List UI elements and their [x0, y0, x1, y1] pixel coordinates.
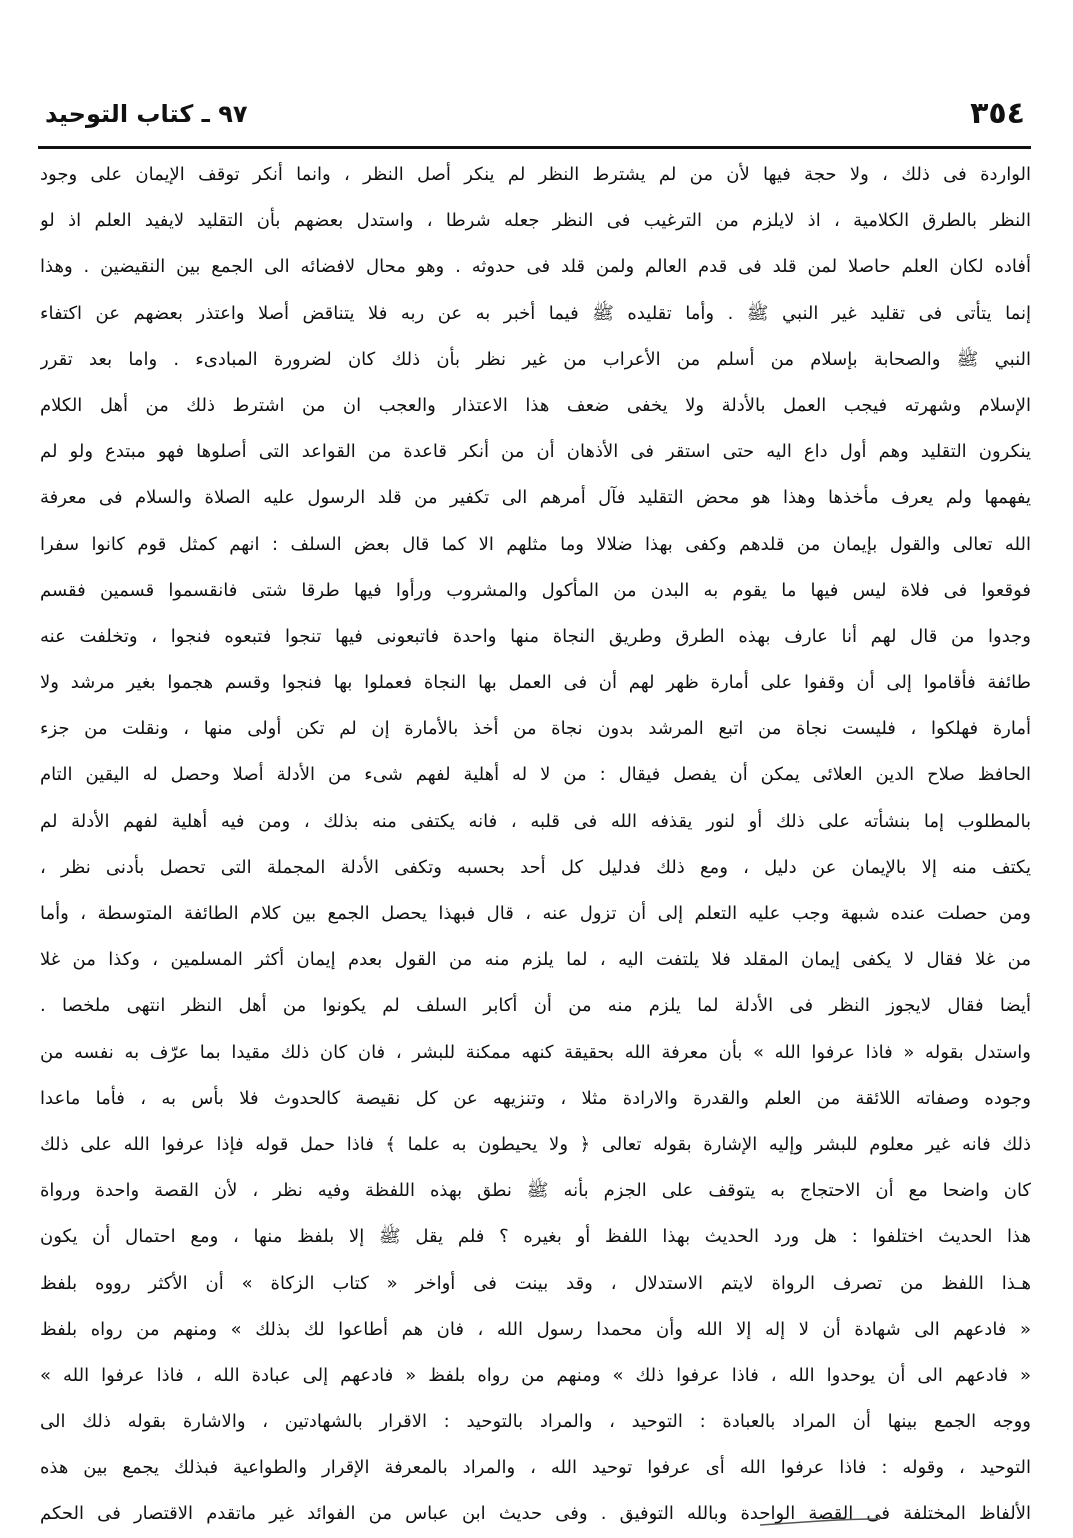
text-line: واستدل بقوله « فاذا عرفوا الله » بأن معرفة الله بحقيقة كنهه ممكنة للبشر ، فان كان ذلك مقيدا بما عرّف به نفسه من	[40, 1041, 1031, 1063]
text-line: ووجه الجمع بينها أن المراد بالعبادة : التوحيد ، والمراد بالتوحيد : الاقرار بالشهادتين ، والاشارة بقوله ذلك الى	[40, 1411, 1031, 1433]
text-line: أفاده لكان العلم حاصلا لمن قلد فى قدم العالم ولمن قلد فى حدوثه . وهو محال لافضائه الى الجمع بين النقيضين . وهذا	[40, 256, 1031, 278]
text-line: هـذا اللفظ من تصرف الرواة لايتم الاستدلال ، وقد بينت فى أواخر « كتاب الزكاة » أن الأكثر رووه بلفظ	[40, 1272, 1031, 1294]
text-line: الله تعالى والقول بإيمان من قلدهم وكفى بهذا ضلالا وما مثلهم الا كما قال بعض السلف : انهم كمثل قوم كانوا سفرا	[40, 533, 1031, 555]
header-rule	[38, 146, 1031, 149]
text-line: الإسلام وشهرته فيجب العمل بالأدلة ولا يخفى ضعف هذا الاعتذار والعجب ان من اشترط ذلك من أهل الكلام	[40, 394, 1031, 416]
page-body	[40, 152, 1031, 1538]
text-line: وجوده وصفاته اللائقة من العلم والقدرة والارادة مثلا ، وتنزيهه عن كل نقيصة كالحدوث فلا بأس به ، فأما ماعدا	[40, 1087, 1031, 1109]
text-line: النبي ﷺ والصحابة بإسلام من أسلم من الأعراب من غير نظر بأن ذلك كان لضرورة المبادىء . واما بعد تقرر	[40, 348, 1031, 370]
text-line: من غلا فقال لا يكفى إيمان المقلد فلا يلتفت اليه ، لما يلزم منه من القول بعدم إيمان أكثر المسلمين ، وكذا من غلا	[40, 949, 1031, 971]
text-line: فوقعوا فى فلاة ليس فيها ما يقوم به البدن من المأكول والمشروب ورأوا فيها طرقا شتى فانقسموا قسمين فقسم	[40, 579, 1031, 601]
text-line: النظر بالطرق الكلامية ، اذ لايلزم من الترغيب فى النظر جعله شرطا ، واستدل بعضهم بأن التقليد لايفيد العلم اذ لو	[40, 210, 1031, 232]
text-line: أمارة فهلكوا ، فليست نجاة من اتبع المرشد بدون نجاة من أخذ بالأمارة إن لم تكن أولى منها ، ونقلت من جزء	[40, 718, 1031, 740]
page-header	[45, 96, 1025, 136]
text-line: الألفاظ المختلفة فى القصة الواحدة وبالله التوفيق . وفى حديث ابن عباس من الفوائد غير ماتقدم الاقتصار فى الحكم	[40, 1503, 1031, 1525]
page-number: ٣٥٤	[970, 96, 1025, 131]
text-line: وجدوا من قال لهم أنا عارف بهذه الطرق وطريق النجاة منها واحدة فاتبعونى فيها تنجوا فتبعوه فنجوا ، وتخلفت عنه	[40, 625, 1031, 647]
text-line: ومن حصلت عنده شبهة وجب عليه التعلم إلى أن تزول عنه ، قال فبهذا يحصل الجمع بين كلام الطائفة المتوسطة ، وأما	[40, 903, 1031, 924]
text-line: طائفة فأقاموا إلى أن وقفوا على أمارة ظهر لهم أن فى العمل بها النجاة فعملوا بها فنجوا وقسم هجموا بغير مرشد ولا	[40, 672, 1031, 694]
running-title: ٩٧ ـ كتاب التوحيد	[45, 100, 248, 128]
text-line: كان واضحا مع أن الاحتجاج به يتوقف على الجزم بأنه ﷺ نطق بهذه اللفظة وفيه نظر ، لأن القصة واحدة ورواة	[40, 1180, 1031, 1202]
text-line: ذلك فانه غير معلوم للبشر وإليه الإشارة بقوله تعالى ﴿ ولا يحيطون به علما ﴾ فاذا حمل قوله فإذا عرفوا الله على ذلك	[40, 1133, 1031, 1155]
text-line: « فادعهم الى شهادة أن لا إله إلا الله وأن محمدا رسول الله ، فان هم أطاعوا لك بذلك » ومنهم من رواه بلفظ	[40, 1318, 1031, 1340]
text-line: الواردة فى ذلك ، ولا حجة فيها لأن من لم يشترط النظر لم ينكر أصل النظر ، وانما أنكر توقف الإيمان على وجود	[40, 164, 1031, 185]
text-line: « فادعهم الى أن يوحدوا الله ، فاذا عرفوا ذلك » ومنهم من رواه بلفظ « فادعهم إلى عبادة الله ، فاذا عرفوا الله »	[40, 1364, 1031, 1386]
text-line: يكتف منه إلا بالإيمان عن دليل ، ومع ذلك فدليل كل أحد بحسبه وتكفى الأدلة المجملة التى تحصل بأدنى نظر ،	[40, 856, 1031, 878]
text-line: إنما يتأتى فى تقليد غير النبي ﷺ . وأما تقليده ﷺ فيما أخبر به عن ربه فلا يتناقض أصلا واعتذر بعضهم عن اكتفاء	[40, 302, 1031, 324]
text-line: أيضا فقال لايجوز النظر فى الأدلة لما يلزم منه من أن أكابر السلف لم يكونوا من أهل النظر انتهى ملخصا .	[40, 995, 1031, 1017]
text-line: يفهمها ولم يعرف مأخذها وهذا هو محض التقليد فآل أمرهم الى تكفير من قلد الرسول عليه الصلاة والسلام فى معرفة	[40, 487, 1031, 509]
end-ornament	[760, 1518, 880, 1526]
text-line: الحافظ صلاح الدين العلائى يمكن أن يفصل فيقال : من لا له أهلية لفهم شىء من الأدلة أصلا وحصل له اليقين التام	[40, 764, 1031, 786]
text-line: التوحيد ، وقوله : فاذا عرفوا الله أى عرفوا توحيد الله ، والمراد بالمعرفة الإقرار والطواعية فبذلك يجمع بين هذه	[40, 1457, 1031, 1479]
text-line: بالمطلوب إما بنشأته على ذلك أو لنور يقذفه الله فى قلبه ، فانه يكتفى منه بذلك ، ومن فيه أهلية لفهم الأدلة لم	[40, 810, 1031, 832]
text-line: ينكرون التقليد وهم أول داع اليه حتى استقر فى الأذهان أن من أنكر قاعدة من القواعد التى أصلوها فهو مبتدع ولو لم	[40, 441, 1031, 463]
text-line: هذا الحديث اختلفوا : هل ورد الحديث بهذا اللفظ أو بغيره ؟ فلم يقل ﷺ إلا بلفظ منها ، ومع احتمال أن يكون	[40, 1226, 1031, 1248]
